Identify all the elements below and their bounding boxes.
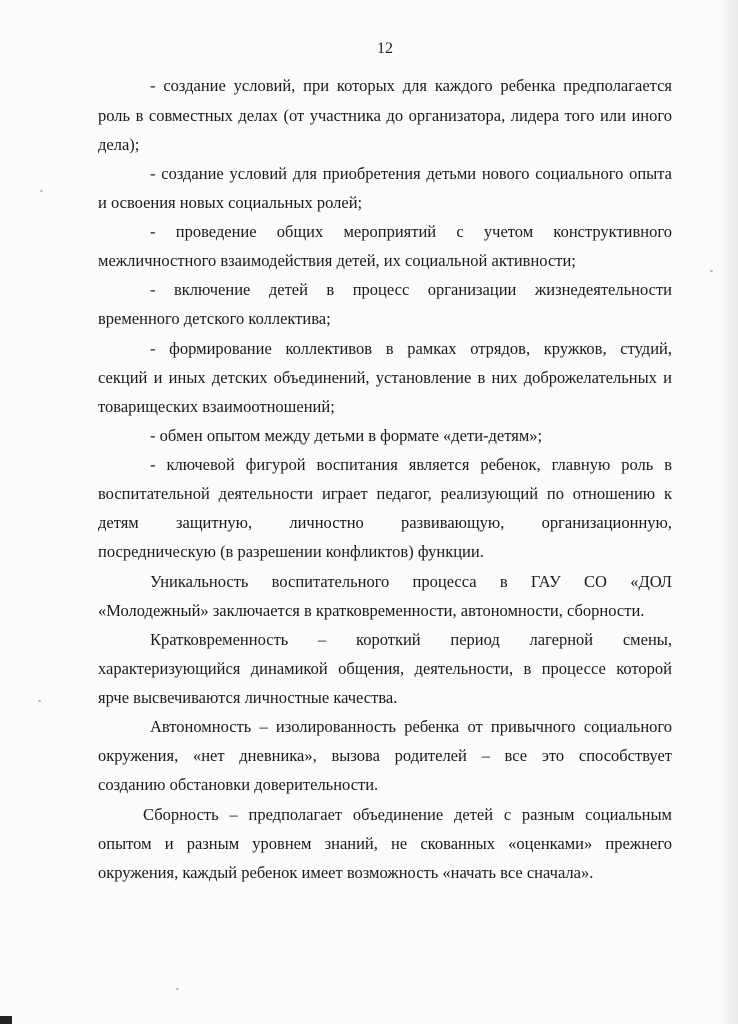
- page-number: 12: [377, 40, 393, 57]
- text-line: - обмен опытом между детьми в формате «дети-детям»;: [150, 426, 543, 445]
- text-line: характеризующийся динамикой общения, деятельности, в процессе которой: [98, 659, 672, 678]
- text-line: воспитательной деятельности играет педагог, реализующий по отношению к: [98, 484, 672, 503]
- text-line: Уникальность воспитательного процесса в ГАУ СО «ДОЛ: [150, 572, 672, 591]
- scan-speck: [40, 190, 43, 192]
- text-line: Сборность – предполагает объединение детей с разным социальным: [143, 805, 672, 824]
- text-line: «Молодежный» заключается в кратковременности, автономности, сборности.: [98, 601, 645, 620]
- text-line: Автономность – изолированность ребенка от привычного социального: [150, 717, 672, 736]
- scan-speck: [176, 988, 179, 990]
- scan-speck: [38, 700, 41, 702]
- text-line: опытом и разным уровнем знаний, не скованных «оценками» прежнего: [98, 834, 672, 853]
- scan-edge-shadow: [724, 0, 738, 1024]
- text-line: - включение детей в процесс организации жизнедеятельности: [150, 280, 672, 299]
- text-line: Кратковременность – короткий период лагерной смены,: [150, 630, 672, 649]
- text-line: посредническую (в разрешении конфликтов) функции.: [98, 542, 484, 561]
- text-line: ярче высвечиваются личностные качества.: [98, 688, 398, 707]
- text-line: - формирование коллективов в рамках отрядов, кружков, студий,: [150, 339, 672, 358]
- scan-corner-mark: [0, 1016, 12, 1024]
- text-line: роль в совместных делах (от участника до организатора, лидера того или иного: [98, 106, 672, 125]
- text-line: окружения, «нет дневника», вызова родителей – все это способствует: [98, 746, 672, 765]
- text-line: - проведение общих мероприятий с учетом конструктивного: [150, 222, 672, 241]
- text-line: окружения, каждый ребенок имеет возможность «начать все сначала».: [98, 863, 594, 882]
- text-line: созданию обстановки доверительности.: [98, 775, 379, 794]
- text-line: - создание условий, при которых для каждого ребенка предполагается: [150, 76, 672, 95]
- text-line: детям защитную, личностно развивающую, организационную,: [98, 513, 672, 532]
- text-line: товарищеских взаимоотношений;: [98, 397, 335, 416]
- scan-speck: [710, 270, 713, 272]
- text-line: - создание условий для приобретения детьми нового социального опыта: [150, 164, 672, 183]
- text-line: секций и иных детских объединений, установление в них доброжелательных и: [98, 368, 672, 387]
- text-line: дела);: [98, 135, 140, 154]
- text-line: и освоения новых социальных ролей;: [98, 193, 363, 212]
- text-line: временного детского коллектива;: [98, 309, 331, 328]
- text-line: межличностного взаимодействия детей, их социальной активности;: [98, 251, 576, 270]
- text-line: - ключевой фигурой воспитания является ребенок, главную роль в: [150, 455, 672, 474]
